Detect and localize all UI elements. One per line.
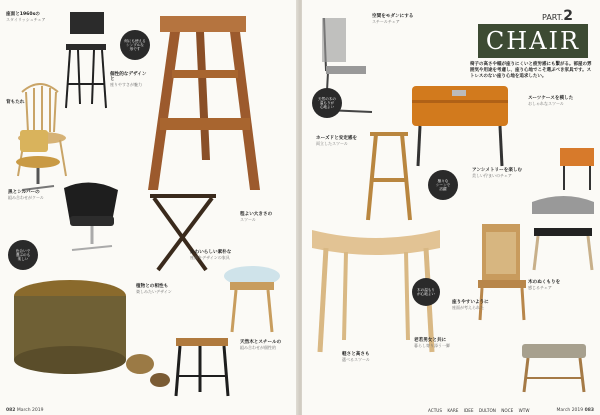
wood-tall-stool	[148, 16, 260, 190]
caption-body: スツール	[240, 217, 256, 223]
brand-item: NOCE	[501, 408, 514, 413]
brand-item: KARE	[447, 408, 459, 413]
part-number: 2	[563, 8, 573, 24]
upholstered-stool	[522, 344, 586, 392]
caption-3	[472, 168, 524, 178]
page-number: 083	[584, 408, 594, 413]
caption-4	[528, 280, 586, 290]
caption-body: 選べるスツール	[342, 357, 370, 363]
caption-body: 楽しみたいデザイン	[136, 289, 172, 295]
comment-bubble: 天然の木の 温もりが 心地よい	[312, 88, 342, 118]
caption-7	[240, 340, 292, 350]
caption-1	[6, 100, 26, 105]
caption-5	[136, 284, 180, 294]
tall-wood-stool	[368, 134, 410, 220]
caption-heading: 黒とシルバーの	[8, 190, 40, 195]
part-text: PART.	[542, 13, 564, 22]
caption-heading: 軽さと高さも	[342, 352, 370, 357]
caption-body: 組み合わせがクール	[8, 195, 44, 201]
brand-item: IDEE	[463, 408, 474, 413]
part-label	[542, 8, 573, 24]
armchair-wood	[532, 196, 594, 270]
caption-body: 座面をデザインの家具	[190, 255, 230, 261]
steel-stool	[176, 338, 228, 396]
caption-6	[190, 250, 236, 260]
page-number: 082	[6, 408, 16, 413]
caption-heading: 個性的なデザインと	[110, 72, 147, 83]
left-page-illustration	[0, 0, 298, 415]
caption-heading: 座面と1960sの	[6, 12, 40, 17]
caption-body: スチールチェア	[372, 19, 400, 25]
comment-bubble: 色合いで 選ぶのも 楽しい	[8, 240, 38, 270]
comment-bubble: 何にも使える シンプルな 形です	[120, 30, 150, 60]
leather-pouf	[14, 280, 126, 374]
caption-7	[414, 338, 460, 348]
caption-4	[240, 212, 288, 222]
metal-bar-stool	[66, 12, 106, 108]
page-footer	[557, 408, 594, 413]
comment-bubble: 木の温もり が心地よい	[412, 278, 440, 306]
small-box-stool	[560, 148, 594, 190]
caption-heading: かわいらしい素朴な	[190, 250, 232, 255]
brand-item: ACTUS	[428, 408, 442, 413]
caption-body: 組み合わせが個性的	[240, 345, 276, 351]
suitcase-stool	[412, 86, 508, 166]
caption-heading: 天然木とスチールの	[240, 340, 282, 345]
caption-2	[110, 72, 150, 88]
caption-1	[528, 96, 590, 106]
caption-body: 感じるチェア	[528, 285, 552, 291]
caption-5	[452, 300, 496, 310]
left-page	[0, 0, 298, 415]
caption-body: 美しい佇まいのチェア	[472, 173, 512, 179]
section-title: CHAIR	[478, 24, 588, 58]
caption-heading: ホーズドと安定感を	[316, 136, 358, 141]
padded-stool	[224, 266, 280, 332]
caption-0	[6, 12, 58, 22]
caption-body: 座りやすさが魅力	[110, 82, 142, 88]
issue-label: March 2019	[556, 408, 584, 413]
caption-0	[372, 14, 416, 24]
issue-label: March 2019	[16, 408, 44, 413]
caption-heading: アンシメトリーを楽しむ	[472, 168, 523, 173]
black-leather-chair	[64, 182, 118, 250]
caption-heading: 背もたれ	[6, 100, 25, 105]
caption-6	[342, 352, 386, 362]
page-footer	[6, 408, 43, 413]
caption-heading: 座りやすいように	[452, 300, 489, 305]
brand-item: DULTON	[478, 408, 496, 413]
caption-3	[8, 190, 56, 200]
comment-bubble: 様々な シーンで 活躍	[428, 170, 458, 200]
caption-heading: スーツケースを模した	[528, 96, 574, 101]
caption-body: 座面が考えられた	[452, 305, 484, 311]
lead-text: 椅子の高さや幅が座りにくいと疲労感にも繋がる。部屋の雰囲気や用途を考慮し、座り心地でこそ選ぶべき家具です。ストレスのない座り心地を追求したい。	[470, 62, 592, 79]
caption-heading: 植物との相性も	[136, 284, 169, 289]
caption-2	[316, 136, 364, 146]
caption-heading: 空間をモダンにする	[372, 14, 414, 19]
caption-heading: 老若男女と共に	[414, 338, 447, 343]
decor-bowls	[126, 354, 170, 387]
caption-body: おしゃれなスツール	[528, 101, 564, 107]
caption-body: 暮らし寄り添う一脚	[414, 343, 450, 349]
caption-heading: 程よい大きさの	[240, 212, 273, 217]
caption-body: 両立したスツール	[316, 141, 348, 147]
brand-list	[428, 408, 533, 413]
caption-body: スタイリッシュチェア	[6, 17, 46, 23]
caption-heading: 木のぬくもりを	[528, 280, 561, 285]
brand-item: WTW	[518, 408, 530, 413]
